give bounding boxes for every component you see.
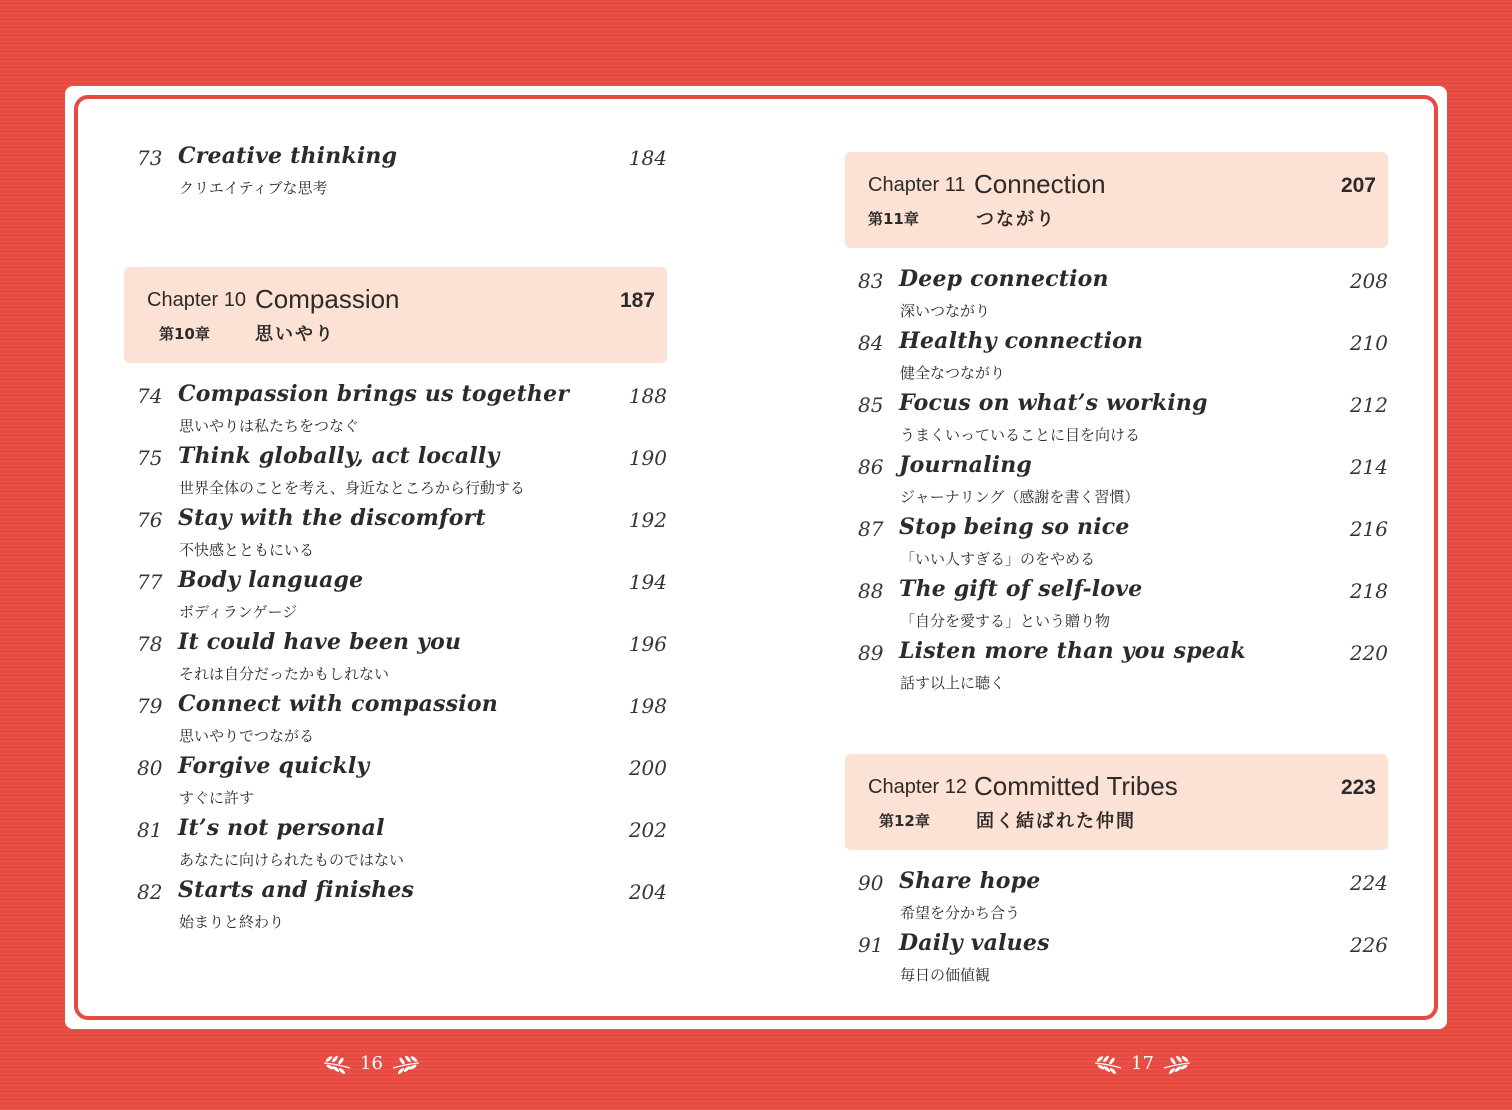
toc-entry[interactable] <box>845 511 1388 573</box>
entry-title: Healthy connection <box>899 328 1144 354</box>
entry-page: 214 <box>1349 455 1388 479</box>
toc-entry[interactable] <box>845 927 1388 989</box>
toc-entry[interactable] <box>124 140 667 202</box>
entry-page: 194 <box>628 570 667 594</box>
entry-japanese-title: 深いつながり <box>900 302 991 320</box>
entry-japanese-title: それは自分だったかもしれない <box>179 665 390 683</box>
chapter-page: 187 <box>619 289 655 312</box>
entry-page: 198 <box>628 694 667 718</box>
entry-page: 192 <box>628 508 667 532</box>
toc-entry[interactable] <box>124 564 667 626</box>
entry-title: Connect with compassion <box>178 691 498 717</box>
entry-page: 218 <box>1349 579 1388 603</box>
entry-japanese-title: クリエイティブな思考 <box>179 179 328 197</box>
toc-entry[interactable] <box>124 812 667 874</box>
entry-number: 76 <box>137 508 163 532</box>
entry-number: 80 <box>137 756 163 780</box>
folio-number: 17 <box>1131 1052 1154 1074</box>
entry-japanese-title: 毎日の価値観 <box>900 966 991 984</box>
chapter-name: Connection <box>974 169 1106 199</box>
entry-number: 79 <box>137 694 163 718</box>
toc-entry[interactable] <box>124 874 667 936</box>
entry-title: Listen more than you speak <box>899 638 1246 664</box>
entry-title: Deep connection <box>899 266 1109 292</box>
entry-title: Think globally, act locally <box>178 443 500 469</box>
entry-page: 212 <box>1349 393 1388 417</box>
toc-entry[interactable] <box>124 688 667 750</box>
right-page-toc <box>845 152 1388 989</box>
entry-page: 204 <box>628 880 667 904</box>
entry-japanese-title: 世界全体のことを考え、身近なところから行動する <box>179 479 525 497</box>
entry-number: 75 <box>137 446 163 470</box>
entry-number: 91 <box>858 933 884 957</box>
entry-page: 220 <box>1349 641 1388 665</box>
laurel-sprig-right-icon <box>391 1051 421 1075</box>
toc-entry[interactable] <box>845 573 1388 635</box>
entry-page: 202 <box>628 818 667 842</box>
chapter-japanese-name: 思いやり <box>255 324 335 345</box>
laurel-sprig-left-icon <box>322 1051 352 1075</box>
toc-entry[interactable] <box>124 440 667 502</box>
entry-number: 87 <box>858 517 884 541</box>
entry-page: 216 <box>1349 517 1388 541</box>
entry-title: Compassion brings us together <box>178 381 570 407</box>
toc-entry[interactable] <box>124 626 667 688</box>
chapter-japanese-label: 第10章 <box>159 325 210 343</box>
entry-number: 84 <box>858 331 884 355</box>
entry-title: Stop being so nice <box>899 514 1130 540</box>
entry-number: 85 <box>858 393 884 417</box>
toc-entry[interactable] <box>845 387 1388 449</box>
entry-japanese-title: 始まりと終わり <box>179 913 285 931</box>
chapter-label: Chapter 11 <box>868 174 966 196</box>
chapter-japanese-label: 第11章 <box>868 210 919 228</box>
entry-title: It could have been you <box>178 629 462 655</box>
entry-page: 208 <box>1349 269 1388 293</box>
entry-japanese-title: 思いやりでつながる <box>179 727 315 745</box>
toc-entry[interactable] <box>124 750 667 812</box>
entry-japanese-title: 希望を分かち合う <box>900 904 1021 922</box>
chapter-11-header[interactable] <box>845 152 1388 248</box>
entry-page: 210 <box>1349 331 1388 355</box>
entry-japanese-title: すぐに許す <box>179 789 255 807</box>
toc-entry[interactable] <box>845 263 1388 325</box>
entry-title: Journaling <box>899 452 1033 478</box>
entry-japanese-title: 思いやりは私たちをつなぐ <box>179 417 360 435</box>
chapter-japanese-name: 固く結ばれた仲間 <box>976 811 1136 832</box>
page-number-left <box>322 1048 421 1078</box>
entry-japanese-title: うまくいっていることに目を向ける <box>900 426 1141 444</box>
left-page-toc <box>124 140 667 936</box>
entry-japanese-title: 健全なつながり <box>900 364 1006 382</box>
entry-japanese-title: 「自分を愛する」という贈り物 <box>900 612 1111 630</box>
entry-japanese-title: 話す以上に聴く <box>900 674 1006 692</box>
entry-title: The gift of self-love <box>899 576 1143 602</box>
entry-title: Focus on what’s working <box>899 390 1208 416</box>
entry-page: 226 <box>1349 933 1388 957</box>
entry-number: 88 <box>858 579 884 603</box>
entry-japanese-title: ボディランゲージ <box>179 603 298 621</box>
entry-japanese-title: 不快感とともにいる <box>179 541 315 559</box>
entry-page: 196 <box>628 632 667 656</box>
entry-page: 224 <box>1349 871 1388 895</box>
chapter-japanese-name: つながり <box>976 209 1056 230</box>
toc-entry[interactable] <box>845 325 1388 387</box>
entry-page: 184 <box>628 146 667 170</box>
chapter-10-header[interactable] <box>124 267 667 363</box>
entry-number: 90 <box>858 871 884 895</box>
chapter-name: Committed Tribes <box>974 771 1178 801</box>
chapter-label: Chapter 12 <box>868 776 967 798</box>
entry-number: 77 <box>137 570 163 594</box>
page-number-right <box>1093 1048 1192 1078</box>
entry-page: 188 <box>628 384 667 408</box>
laurel-sprig-right-icon <box>1162 1051 1192 1075</box>
entry-title: Daily values <box>899 930 1050 956</box>
chapter-page: 223 <box>1340 776 1376 799</box>
toc-entry[interactable] <box>124 502 667 564</box>
entry-title: It’s not personal <box>178 815 385 841</box>
toc-entry[interactable] <box>845 865 1388 927</box>
entry-number: 73 <box>137 146 163 170</box>
chapter-label: Chapter 10 <box>147 289 246 311</box>
entry-number: 78 <box>137 632 163 656</box>
entry-number: 83 <box>858 269 884 293</box>
entry-page: 200 <box>628 756 667 780</box>
folio-number: 16 <box>360 1052 383 1074</box>
chapter-japanese-label: 第12章 <box>879 812 930 830</box>
toc-entry[interactable] <box>845 449 1388 511</box>
entry-page: 190 <box>628 446 667 470</box>
entry-japanese-title: あなたに向けられたものではない <box>179 851 405 869</box>
entry-japanese-title: 「いい人すぎる」のをやめる <box>900 550 1096 568</box>
toc-entry[interactable] <box>845 635 1388 697</box>
entry-number: 81 <box>137 818 163 842</box>
entry-title: Share hope <box>899 868 1041 894</box>
laurel-sprig-left-icon <box>1093 1051 1123 1075</box>
chapter-12-header[interactable] <box>845 754 1388 850</box>
chapter-name: Compassion <box>255 284 400 314</box>
entry-number: 86 <box>858 455 884 479</box>
entry-title: Starts and finishes <box>178 877 415 903</box>
entry-number: 74 <box>137 384 163 408</box>
entry-title: Forgive quickly <box>178 753 370 779</box>
entry-title: Body language <box>178 567 364 593</box>
entry-title: Creative thinking <box>178 143 398 169</box>
entry-japanese-title: ジャーナリング（感謝を書く習慣） <box>900 488 1140 506</box>
entry-number: 89 <box>858 641 884 665</box>
toc-entry[interactable] <box>124 378 667 440</box>
entry-title: Stay with the discomfort <box>178 505 486 531</box>
chapter-page: 207 <box>1340 174 1376 197</box>
entry-number: 82 <box>137 880 163 904</box>
